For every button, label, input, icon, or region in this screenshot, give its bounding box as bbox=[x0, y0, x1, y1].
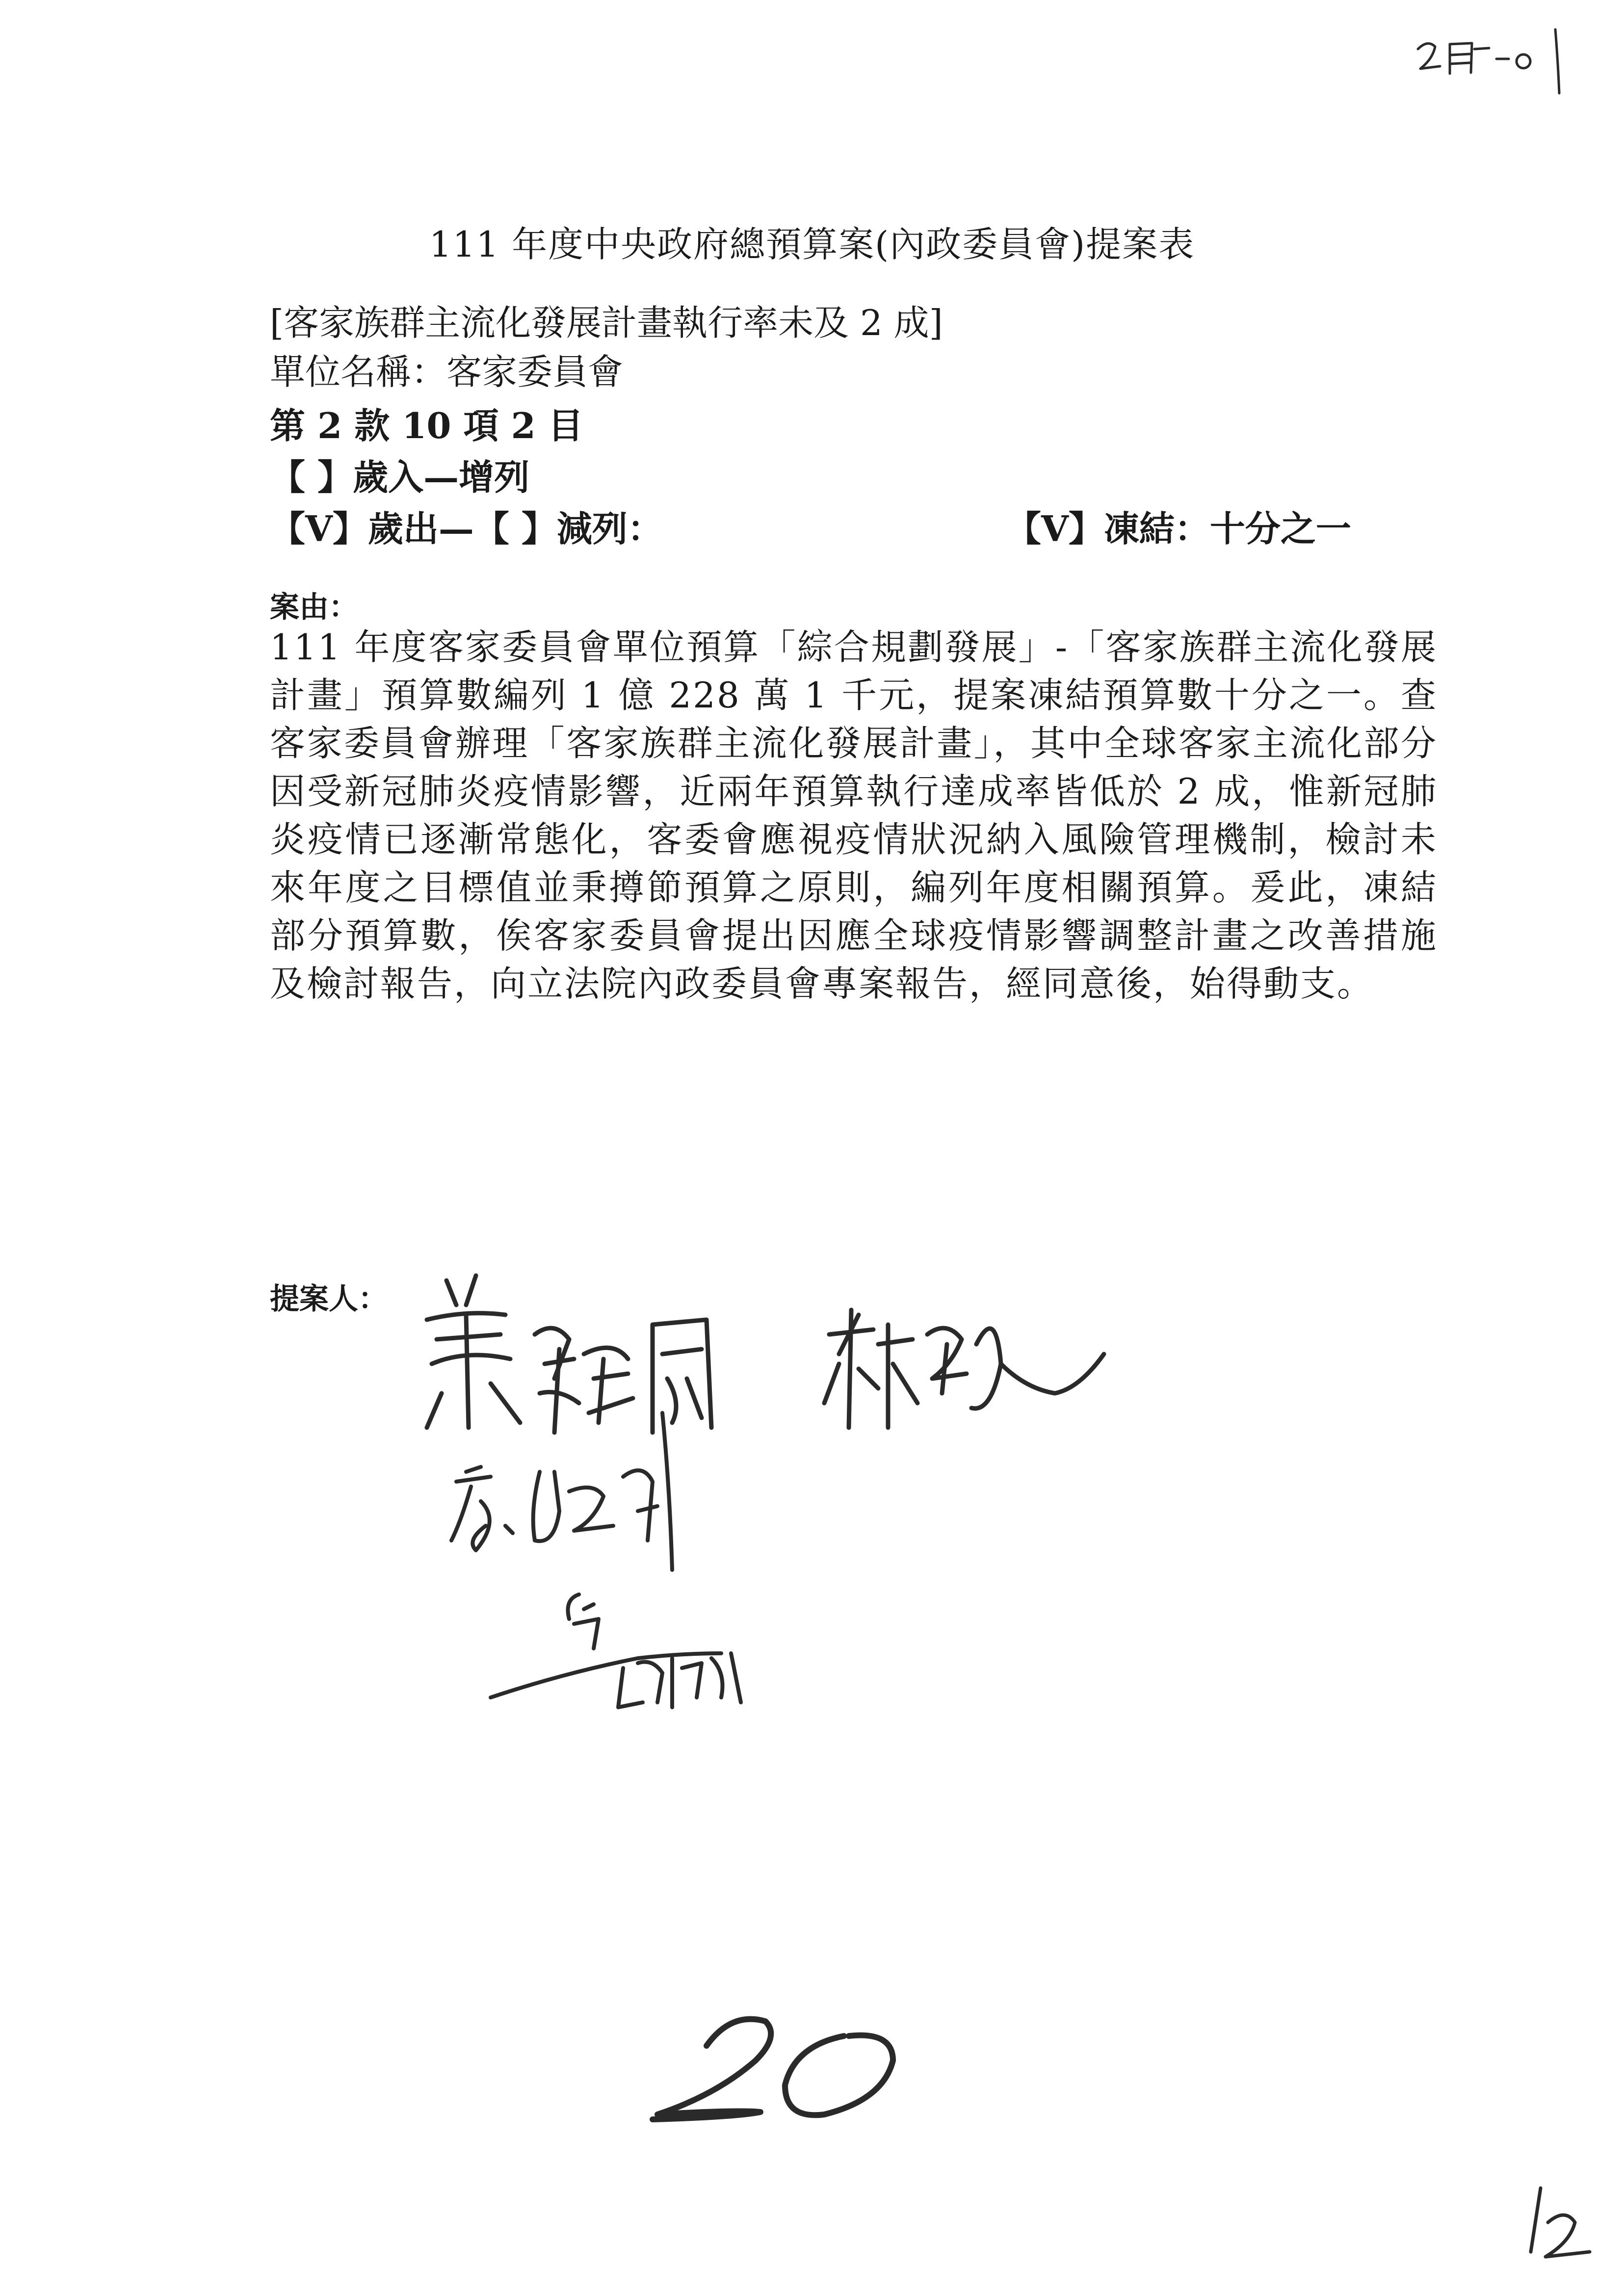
signature-3 bbox=[451, 1413, 672, 1570]
reason-label: 案由： bbox=[270, 590, 358, 625]
handwritten-corner-note bbox=[1413, 20, 1575, 103]
reason-text: 111 年度客家委員會單位預算「綜合規劃發展」-「客家族群主流化發展計畫」預算數編列 1 億 228 萬 1 千元，提案凍結預算數十分之一。查客家委員會辦理「客家族群主流化發展計畫」，其中全球客家主流化部分因受新冠肺炎疫情影響，近兩年預算執行達成率皆低於 2 成，惟新冠肺炎疫情已逐漸常態化，客委會應視疫情狀況納入風險管理機制，檢討未來年度之目標值並秉撙節預算之原則，編列年度相關預算。爰此，凍結部分預算數，俟客家委員會提出因應全球疫情影響調整計畫之改善措施及檢討報告，向立法院內政委員會專案報告，經同意後，始得動支。 bbox=[270, 626, 1438, 1004]
unit-name: 單位名稱：客家委員會 bbox=[270, 351, 624, 392]
signature-2 bbox=[824, 1310, 1104, 1428]
handwritten-sheet-mark bbox=[1521, 2178, 1595, 2262]
handwritten-page-number bbox=[638, 2002, 913, 2139]
revenue-line: 【 】歲入—增列 bbox=[270, 456, 530, 498]
proposal-subject: [客家族群主流化發展計畫執行率未及 2 成] bbox=[270, 302, 943, 343]
expenditure-freeze-row bbox=[270, 500, 1351, 551]
signature-1 bbox=[427, 1276, 711, 1433]
proposer-label: 提案人： bbox=[270, 1282, 388, 1316]
expenditure-line: 【V】歲出—【 】減列： bbox=[270, 508, 663, 549]
document-title: 111 年度中央政府總預算案(內政委員會)提案表 bbox=[429, 224, 1195, 265]
budget-code: 第 2 款 10 項 2 目 bbox=[270, 405, 583, 446]
freeze-line: 【V】凍結：十分之一 bbox=[1006, 508, 1351, 549]
proposer-signatures bbox=[407, 1266, 1192, 1747]
signature-4 bbox=[491, 1594, 741, 1707]
